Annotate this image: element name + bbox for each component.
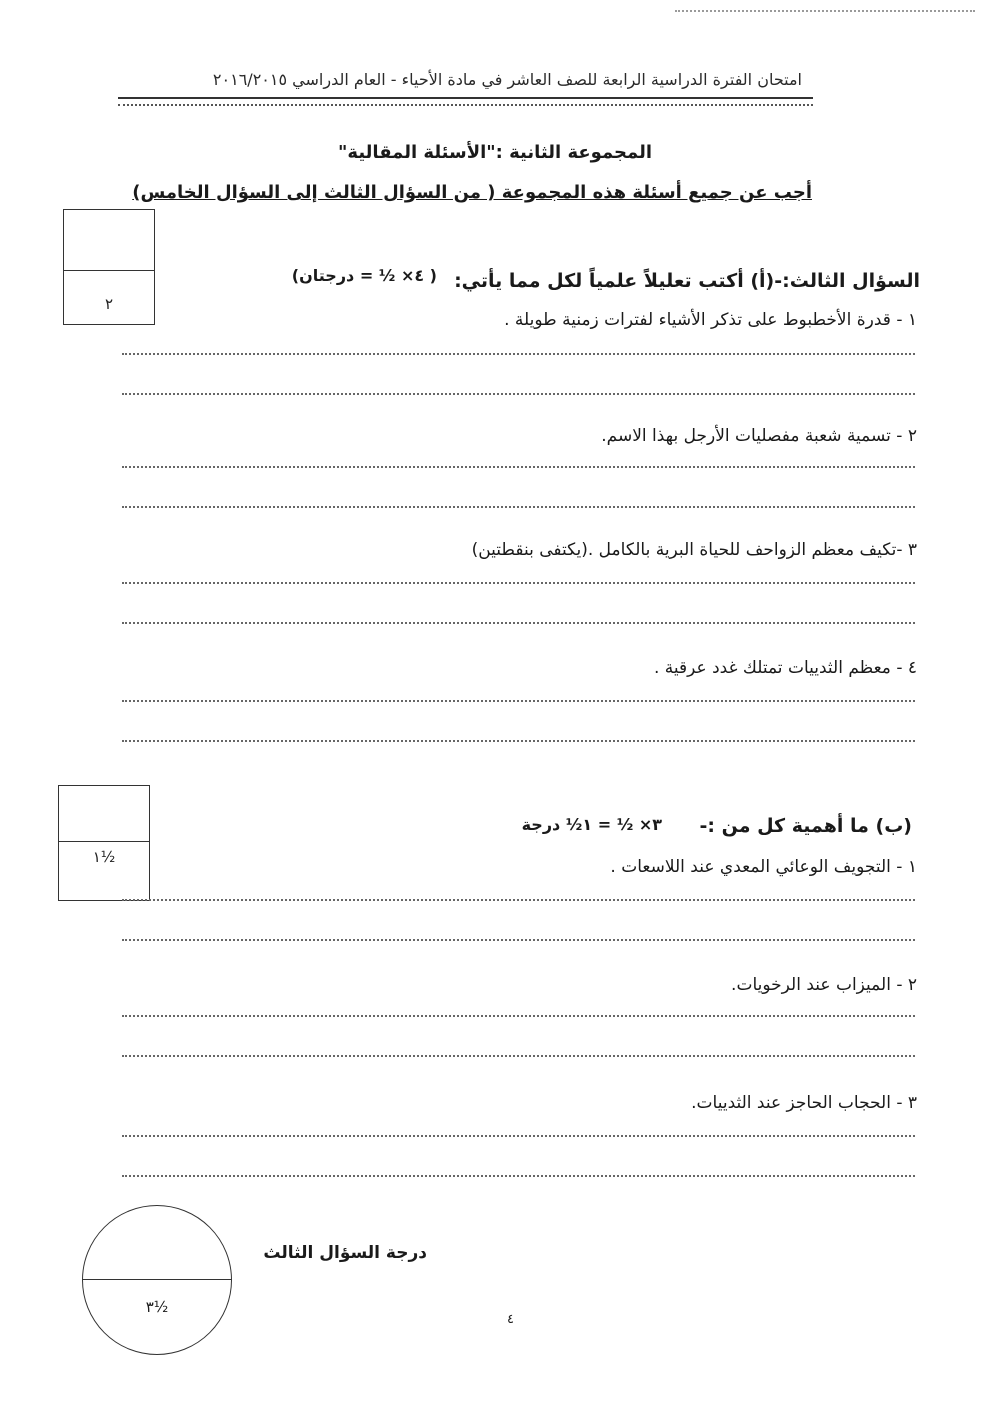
section-b-item-2: ٢ - الميزاب عند الرخويات.	[731, 975, 917, 995]
exam-header-title: امتحان الفترة الدراسية الرابعة للصف العاشر في مادة الأحياء - العام الدراسي ٢٠١٦/٢٠١٥	[212, 70, 802, 89]
answer-line[interactable]	[122, 1175, 915, 1177]
section-a-marks: ( ٤× ½ = درجتان)	[291, 266, 437, 285]
section-a-heading: السؤال الثالث:-(أ) أكتب تعليلاً علمياً لكل مما يأتي:	[454, 270, 920, 292]
section-b-score-box	[58, 785, 150, 901]
total-score-label: درجة السؤال الثالث	[263, 1243, 427, 1263]
page-number: ٤	[507, 1312, 514, 1327]
answer-line[interactable]	[122, 939, 915, 941]
section-a-item-2: ٢ - تسمية شعبة مفصليات الأرجل بهذا الاسم.	[601, 426, 917, 446]
section-b-item-1: ١ - التجويف الوعائي المعدي عند اللاسعات .	[610, 857, 917, 877]
header-rule	[118, 97, 813, 106]
section-a-score-value: ٢	[104, 295, 114, 313]
group-instruction: أجب عن جميع أسئلة هذه المجموعة ( من السؤال الثالث إلى السؤال الخامس)	[132, 182, 812, 203]
section-b-heading: (ب) ما أهمية كل من :-	[699, 815, 912, 837]
answer-line[interactable]	[122, 353, 915, 355]
answer-line[interactable]	[122, 506, 915, 508]
answer-line[interactable]	[122, 740, 915, 742]
answer-line[interactable]	[122, 393, 915, 395]
total-score-circle	[82, 1205, 232, 1355]
section-a-score-box	[63, 209, 155, 325]
total-score-value: ٣½	[145, 1298, 169, 1316]
answer-line[interactable]	[122, 700, 915, 702]
score-box-divider	[59, 841, 149, 842]
section-b-marks: ٣× ½ = ١½ درجة	[521, 815, 662, 834]
answer-line[interactable]	[122, 622, 915, 624]
answer-line[interactable]	[122, 899, 915, 901]
answer-line[interactable]	[122, 1135, 915, 1137]
top-dotted-edge	[675, 10, 975, 12]
section-a-item-1: ١ - قدرة الأخطبوط على تذكر الأشياء لفترات زمنية طويلة .	[504, 310, 917, 330]
answer-line[interactable]	[122, 1055, 915, 1057]
group-title: المجموعة الثانية :"الأسئلة المقالية"	[338, 142, 652, 163]
circle-divider	[83, 1279, 231, 1280]
answer-line[interactable]	[122, 1015, 915, 1017]
answer-line[interactable]	[122, 466, 915, 468]
section-b-score-value: ١½	[92, 848, 116, 866]
answer-line[interactable]	[122, 582, 915, 584]
section-b-item-3: ٣ - الحجاب الحاجز عند الثدييات.	[691, 1093, 917, 1113]
score-box-divider	[64, 270, 154, 271]
section-a-item-3: ٣ -تكيف معظم الزواحف للحياة البرية بالكامل .(يكتفى بنقطتين)	[471, 540, 917, 560]
section-a-item-4: ٤ - معظم الثدييات تمتلك غدد عرقية .	[654, 658, 917, 678]
